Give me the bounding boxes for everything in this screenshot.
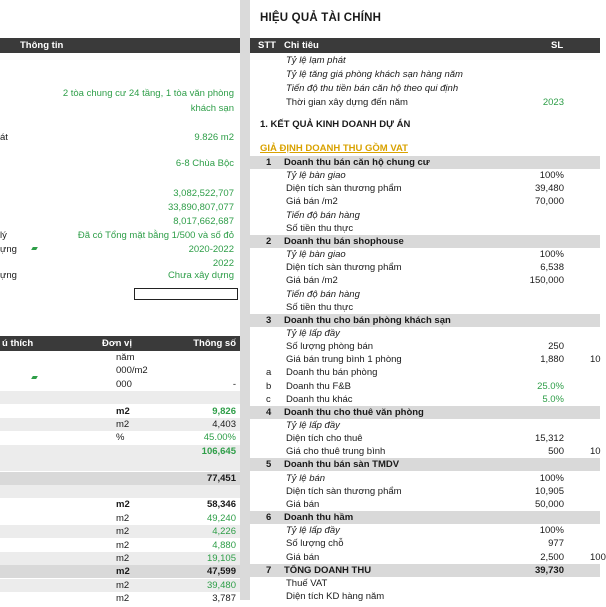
info-row[interactable]: [0, 200, 240, 215]
revenue-detail-row[interactable]: [250, 551, 606, 564]
param-row[interactable]: [0, 498, 240, 511]
info-row-value: 2 tòa chung cư 24 tầng, 1 tòa văn phòng: [62, 88, 234, 99]
assumption-value: 2023: [542, 97, 564, 108]
param-unit: %: [116, 432, 125, 444]
revenue-detail-row[interactable]: [250, 498, 600, 511]
revenue-detail-row[interactable]: [250, 261, 600, 274]
info-header-label: Thông tin: [20, 40, 64, 51]
param-value: 3,787: [212, 593, 236, 605]
row-label: Thuế VAT: [286, 577, 328, 589]
param-value: 47,599: [206, 566, 236, 578]
row-label: Tỷ lệ bàn giao: [286, 249, 346, 261]
param-unit: m2: [116, 405, 130, 417]
revenue-detail-row[interactable]: [250, 195, 600, 208]
row-label: TỔNG DOANH THU: [284, 564, 372, 576]
row-stt: 1: [266, 157, 272, 168]
param-row[interactable]: [0, 431, 240, 444]
revenue-detail-row[interactable]: [250, 340, 600, 353]
row-label: Giá bán trung bình 1 phòng: [286, 354, 402, 366]
row-extra: 10: [590, 354, 601, 366]
revenue-detail-row[interactable]: [250, 524, 600, 537]
row-sl: 1,880: [540, 354, 564, 366]
page-title: HIỆU QUẢ TÀI CHÍNH: [260, 12, 382, 24]
info-row-value: 8,017,662,687: [173, 216, 234, 227]
info-row-label: át: [0, 132, 8, 143]
info-row[interactable]: [0, 214, 240, 229]
param-value: 77,451: [206, 472, 236, 484]
row-label: Tiến độ bán hàng: [286, 288, 360, 300]
row-label: Doanh thu bán sàn TMDV: [284, 459, 400, 471]
header-stt: STT: [258, 40, 276, 51]
table-header-bar: [250, 38, 600, 53]
param-row[interactable]: [0, 525, 240, 538]
revenue-group-row[interactable]: [250, 406, 600, 419]
row-label: Tỷ lệ bàn giao: [286, 170, 346, 182]
param-row[interactable]: [0, 592, 240, 605]
param-header-note: ú thích: [2, 338, 34, 349]
assumption-row[interactable]: [250, 81, 600, 96]
info-row[interactable]: [0, 56, 240, 71]
row-label: Doanh thu cho bán phòng khách sạn: [284, 314, 451, 326]
row-label: Doanh thu hầm: [284, 512, 354, 524]
row-label: Doanh thu bán căn hộ chung cư: [284, 157, 430, 168]
row-label: Doanh thu bán shophouse: [284, 235, 404, 247]
row-extra: 10: [590, 446, 601, 458]
param-unit: năm: [116, 352, 135, 363]
header-chi-tieu: Chỉ tiêu: [284, 40, 319, 51]
row-label: Doanh thu khác: [286, 393, 353, 405]
revenue-detail-row[interactable]: [250, 445, 600, 458]
row-sl: 39,480: [534, 183, 564, 195]
info-row-value: 2022: [212, 258, 234, 269]
revenue-detail-row[interactable]: [250, 301, 600, 314]
revenue-group-row[interactable]: [250, 314, 600, 327]
info-row-value: Chưa xây dựng: [167, 270, 234, 281]
info-row-label: ựng: [0, 270, 17, 281]
row-sl: 100%: [539, 170, 564, 182]
row-sl: 5.0%: [542, 393, 564, 405]
section-heading: 1. KẾT QUẢ KINH DOANH DỰ ÁN: [260, 119, 411, 130]
row-sl: 100%: [539, 525, 564, 537]
param-value: 4,880: [212, 539, 236, 551]
info-row[interactable]: [0, 228, 240, 243]
param-row[interactable]: [0, 579, 240, 592]
info-row[interactable]: [0, 101, 240, 116]
param-row[interactable]: [0, 552, 240, 565]
row-label: Diện tích cho thuê: [286, 433, 363, 445]
row-label: Giá bán: [286, 551, 320, 563]
row-sl: 977: [548, 538, 564, 550]
param-row[interactable]: [0, 472, 240, 485]
row-sl: 10,905: [534, 485, 564, 497]
row-label: Doanh thu bán phòng: [286, 367, 378, 379]
param-row[interactable]: [0, 418, 240, 431]
info-row-label: lý: [0, 230, 7, 241]
row-sl: 39,730: [534, 564, 564, 576]
revenue-group-row[interactable]: [250, 511, 600, 524]
info-row-value: 2020-2022: [188, 244, 234, 255]
revenue-detail-row[interactable]: [250, 248, 600, 261]
row-label: Diện tích sàn thương phẩm: [286, 183, 402, 195]
row-sl: 250: [548, 341, 564, 353]
param-unit: m2: [116, 419, 130, 430]
param-value: 4,403: [212, 419, 236, 430]
revenue-detail-row[interactable]: [250, 327, 600, 340]
assumption-row[interactable]: [250, 95, 600, 110]
revenue-detail-row[interactable]: [250, 366, 600, 379]
revenue-detail-row[interactable]: [250, 182, 600, 195]
param-value: 106,645: [201, 445, 236, 457]
revenue-group-row[interactable]: [250, 564, 600, 577]
row-sl: 100%: [539, 249, 564, 261]
left-sheet-pane: [0, 0, 240, 605]
param-value: 39,480: [206, 579, 236, 591]
info-header-bar: [0, 38, 240, 53]
row-stt: a: [266, 367, 272, 379]
assumption-label: Tỷ lệ lạm phát: [286, 55, 346, 66]
revenue-detail-row[interactable]: [250, 432, 600, 445]
assumption-row[interactable]: [250, 53, 600, 68]
info-row[interactable]: [0, 268, 240, 283]
info-row[interactable]: [0, 186, 240, 201]
header-sl: SL: [551, 40, 564, 51]
row-sl: 6,538: [540, 262, 564, 274]
param-value: 19,105: [206, 553, 236, 564]
param-value: 49,240: [206, 512, 236, 524]
param-header-value: Thông số: [193, 338, 236, 349]
param-row[interactable]: [0, 485, 240, 498]
param-value: 58,346: [206, 499, 236, 511]
row-stt: 7: [266, 564, 272, 576]
revenue-detail-row[interactable]: [250, 393, 600, 406]
row-label: Tiến độ bán hàng: [286, 209, 360, 221]
row-label: Số lượng chỗ: [286, 538, 344, 550]
param-row[interactable]: [0, 351, 240, 364]
info-row[interactable]: [0, 156, 240, 171]
param-value: 45.00%: [203, 432, 236, 444]
param-unit: 000: [116, 378, 132, 390]
row-label: Tỷ lệ lấp đầy: [286, 328, 340, 339]
row-stt: b: [266, 380, 272, 392]
assumption-label: Tỷ lệ tăng giá phòng khách sạn hàng năm: [286, 69, 463, 80]
pane-divider[interactable]: [240, 0, 250, 600]
empty-input-cell[interactable]: [134, 288, 238, 300]
row-label: Diện tích KD hàng năm: [286, 591, 385, 602]
right-sheet-pane: [250, 0, 606, 602]
row-sl: 15,312: [534, 433, 564, 445]
param-row[interactable]: [0, 512, 240, 525]
info-row[interactable]: [0, 171, 240, 186]
revenue-detail-row[interactable]: [250, 274, 600, 287]
info-row-value: 9.826 m2: [194, 132, 234, 143]
row-label: Doanh thu cho thuê văn phòng: [284, 406, 424, 418]
param-unit: m2: [116, 512, 130, 524]
row-sl: 50,000: [534, 498, 564, 510]
revenue-group-row[interactable]: [250, 156, 600, 169]
param-row[interactable]: [0, 405, 240, 418]
revenue-detail-row[interactable]: [250, 472, 600, 485]
row-label: Doanh thu F&B: [286, 380, 351, 392]
param-unit: m2: [116, 553, 130, 564]
revenue-detail-row[interactable]: [250, 380, 600, 393]
info-row-value: khách sạn: [190, 103, 234, 114]
row-stt: 4: [266, 406, 272, 418]
revenue-detail-row[interactable]: [250, 209, 600, 222]
revenue-detail-row[interactable]: [250, 590, 600, 603]
row-stt: 3: [266, 314, 272, 326]
param-unit: m2: [116, 566, 130, 578]
assumption-row[interactable]: [250, 67, 600, 82]
param-unit: m2: [116, 579, 130, 591]
param-row[interactable]: [0, 539, 240, 552]
row-label: Giá bán: [286, 498, 320, 510]
param-row[interactable]: [0, 565, 240, 578]
param-unit: m2: [116, 526, 130, 538]
row-sl: 70,000: [534, 196, 564, 208]
revenue-group-row[interactable]: [250, 235, 600, 248]
param-unit: 000/m2: [116, 365, 148, 377]
info-row-value: Đã có Tổng mặt bằng 1/500 và số đỏ: [77, 230, 234, 241]
row-stt: c: [266, 393, 271, 405]
info-row-value: 6-8 Chùa Bộc: [175, 158, 234, 169]
row-label: Diện tích sàn thương phẩm: [286, 262, 402, 274]
param-header-unit: Đơn vị: [102, 338, 132, 349]
revenue-detail-row[interactable]: [250, 577, 600, 590]
assumption-label: Thời gian xây dựng đến năm: [286, 97, 408, 108]
info-row[interactable]: [0, 86, 240, 101]
assumption-label: Tiến độ thu tiền bán căn hộ theo qui định: [286, 83, 459, 94]
param-unit: m2: [116, 593, 130, 605]
revenue-detail-row[interactable]: [250, 419, 600, 432]
revenue-detail-row[interactable]: [250, 169, 600, 182]
row-label: Diện tích sàn thương phẩm: [286, 485, 402, 497]
revenue-detail-row[interactable]: [250, 222, 600, 235]
row-stt: 2: [266, 235, 272, 247]
param-row[interactable]: [0, 378, 240, 391]
row-sl: 2,500: [540, 551, 564, 563]
info-row-value: 3,082,522,707: [173, 188, 234, 199]
param-row[interactable]: [0, 445, 240, 458]
row-label: Tỷ lệ lấp đầy: [286, 420, 340, 431]
row-label: Giá bán /m2: [286, 275, 338, 287]
row-label: Tỷ lệ bán: [286, 472, 326, 484]
row-label: Số lượng phòng bán: [286, 341, 374, 353]
row-label: Giá bán /m2: [286, 196, 338, 208]
revenue-detail-row[interactable]: [250, 353, 600, 366]
revenue-group-row[interactable]: [250, 458, 600, 471]
param-header-bar: [0, 336, 240, 351]
param-value: -: [232, 378, 236, 390]
row-label: Số tiền thu thực: [286, 222, 354, 234]
row-sl: 25.0%: [537, 380, 564, 392]
row-stt: 5: [266, 459, 272, 471]
revenue-detail-row[interactable]: [250, 537, 600, 550]
info-row-value: 33,890,807,077: [167, 202, 234, 213]
row-sl: 100%: [539, 472, 564, 484]
revenue-detail-row[interactable]: [250, 485, 600, 498]
row-sl: 500: [548, 446, 564, 458]
param-unit: m2: [116, 539, 130, 551]
param-value: 4,226: [212, 526, 236, 538]
row-label: Số tiền thu thực: [286, 301, 354, 313]
row-label: Giá cho thuê trung bình: [286, 446, 386, 458]
row-sl: 150,000: [529, 275, 564, 287]
subsection-heading: GIẢ ĐỊNH DOANH THU GỒM VAT: [260, 143, 408, 154]
param-unit: m2: [116, 499, 130, 511]
param-row[interactable]: [0, 391, 240, 404]
revenue-detail-row[interactable]: [250, 288, 600, 301]
param-value: 9,826: [212, 405, 236, 417]
info-row-label: ựng: [0, 244, 17, 255]
row-stt: 6: [266, 512, 272, 524]
row-label: Tỷ lệ lấp đầy: [286, 525, 340, 537]
param-row[interactable]: [0, 458, 240, 471]
row-extra: 100: [590, 551, 606, 563]
